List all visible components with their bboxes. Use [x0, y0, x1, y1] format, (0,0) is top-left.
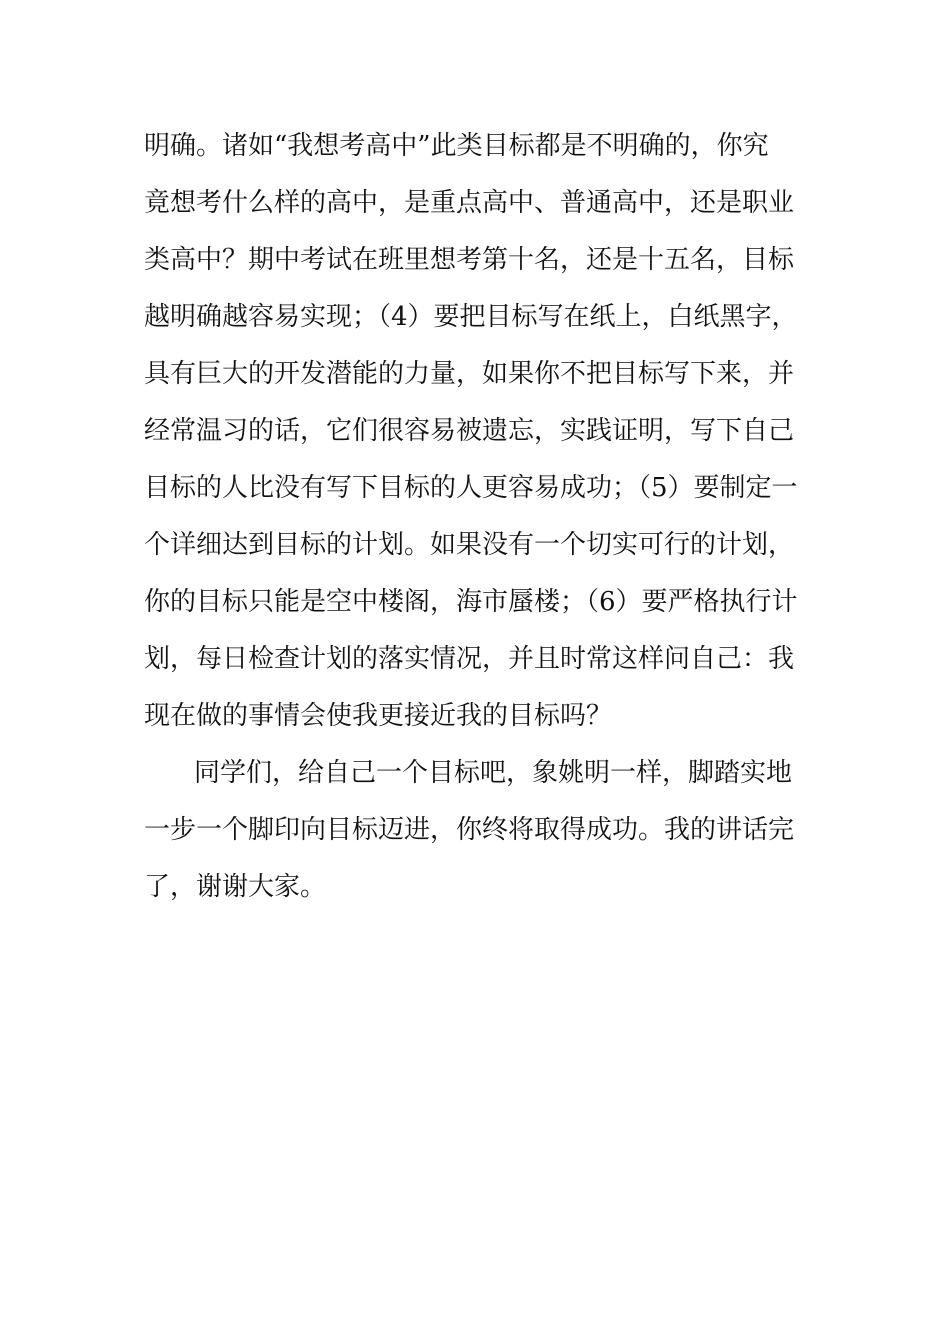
text-line: 一步一个脚印向目标迈进，你终将取得成功。我的讲话完: [144, 815, 795, 845]
paragraph-1: [144, 118, 814, 745]
text-line: 现在做的事情会使我更接近我的目标吗？: [144, 701, 613, 731]
text-line: 你的目标只能是空中楼阁，海市蜃楼；（6）要严格执行计: [144, 587, 798, 617]
text-line: 划，每日检查计划的落实情况，并且时常这样问自己：我: [144, 644, 795, 674]
text-line: 明确。诸如“我想考高中”此类目标都是不明确的，你究: [144, 131, 769, 161]
text-line: 类高中？期中考试在班里想考第十名，还是十五名，目标: [144, 245, 795, 275]
text-line: 同学们，给自己一个目标吧，象姚明一样，脚踏实地: [194, 758, 793, 788]
text-line: 目标的人比没有写下目标的人更容易成功；（5）要制定一: [144, 473, 798, 503]
paragraph-2: [144, 745, 814, 916]
text-line: 个详细达到目标的计划。如果没有一个切实可行的计划，: [144, 530, 795, 560]
text-line: 具有巨大的开发潜能的力量，如果你不把目标写下来，并: [144, 359, 795, 389]
text-line: 竟想考什么样的高中，是重点高中、普通高中，还是职业: [144, 188, 795, 218]
text-line: 经常温习的话，它们很容易被遗忘，实践证明，写下自己: [144, 416, 795, 446]
document-body: [144, 118, 814, 916]
text-line: 了，谢谢大家。: [144, 872, 327, 902]
text-line: 越明确越容易实现；（4）要把目标写在纸上，白纸黑字，: [144, 302, 798, 332]
